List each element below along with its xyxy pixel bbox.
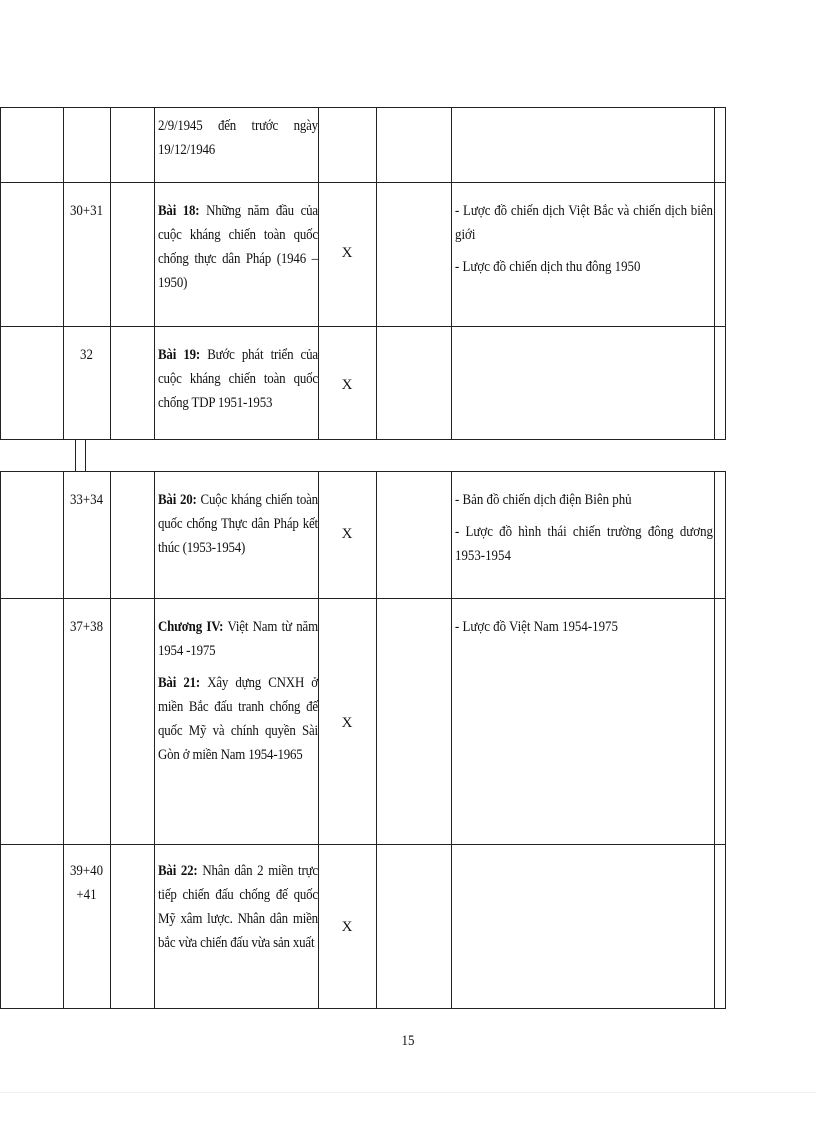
mark-x: X	[341, 377, 353, 393]
mark-x: X	[341, 715, 353, 731]
lesson-cell: Bài 22: Nhân dân 2 miền trực tiếp chiến đấu chống đế quốc Mỹ xâm lược. Nhân dân miền bắc vừa chiến đấu vừa sản xuất	[158, 863, 318, 951]
section-separator	[75, 440, 801, 471]
lesson-cell: Bài 19: Bước phát triển của cuộc kháng chiến toàn quốc chống TDP 1951-1953	[158, 347, 318, 411]
mark-x: X	[341, 245, 353, 261]
period-number: 32	[80, 347, 93, 363]
period-number: 39+40 +41	[69, 863, 104, 903]
lesson-cell: Chương IV: Việt Nam từ năm 1954 -1975 Bài 21: Xây dựng CNXH ở miền Bắc đấu tranh chống đế quốc Mỹ và chính quyền Sài Gòn ở miền Nam 1954-1965	[158, 619, 318, 763]
table-row	[0, 107, 726, 182]
lesson-cell: Bài 20: Cuộc kháng chiến toàn quốc chống Thực dân Pháp kết thúc (1953-1954)	[158, 492, 318, 556]
lesson-cell: 2/9/1945 đến trước ngày 19/12/1946	[158, 118, 318, 158]
notes-cell: - Lược đồ Việt Nam 1954-1975	[455, 619, 618, 635]
table-row	[0, 844, 726, 1009]
page-bottom-rule	[0, 1092, 816, 1093]
mark-x: X	[341, 526, 353, 542]
notes-cell: - Lược đồ chiến dịch Việt Bắc và chiến dịch biên giới - Lược đồ chiến dịch thu đông 1950	[455, 203, 713, 275]
page-number: 15	[401, 1033, 415, 1049]
notes-cell: - Bản đồ chiến dịch điện Biên phủ - Lược đồ hình thái chiến trường đông dương 1953-1954	[455, 492, 713, 564]
table-row	[0, 182, 726, 326]
mark-x: X	[341, 919, 353, 935]
table-row	[0, 598, 726, 844]
table-row	[0, 326, 726, 440]
table-row	[0, 471, 726, 598]
period-number: 30+31	[69, 203, 104, 219]
lesson-cell: Bài 18: Những năm đầu của cuộc kháng chiến toàn quốc chống thực dân Pháp (1946 – 1950)	[158, 203, 318, 291]
period-number: 37+38	[69, 619, 104, 635]
period-number: 33+34	[69, 492, 104, 508]
